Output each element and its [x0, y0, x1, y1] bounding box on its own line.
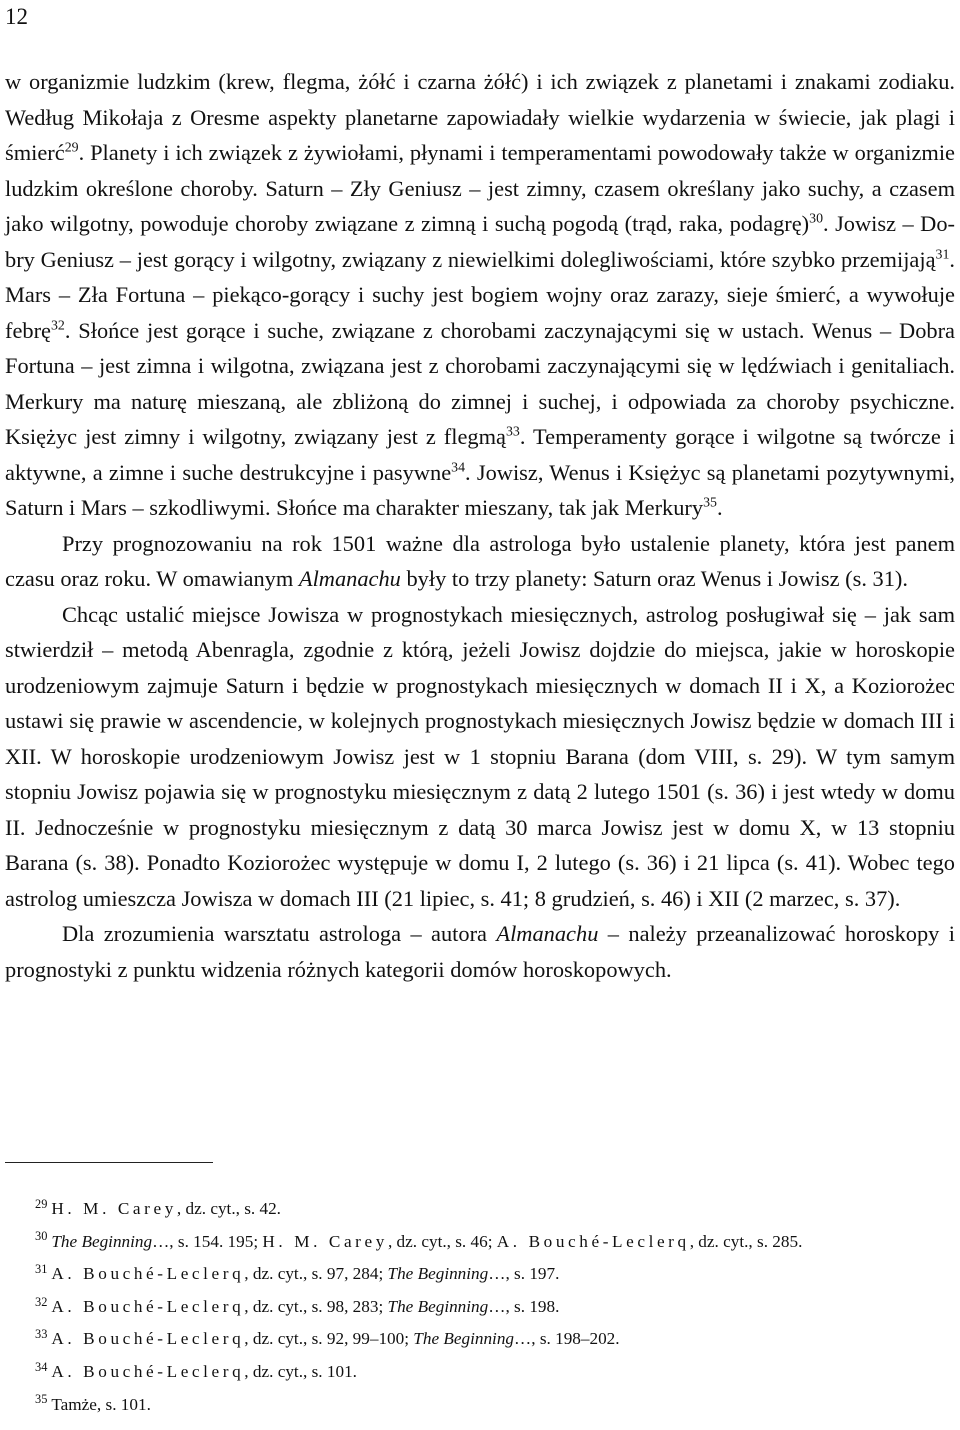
- text-run: Dla zrozumienia warsztatu astrologa – autora: [62, 921, 497, 946]
- text-run: . Jowisz – Dobry Geniusz – jest gorący i wilgotny, związany z niewielkimi dolegliwościami, które szybko przemijają: [5, 211, 955, 272]
- italic-title: The Beginning: [387, 1264, 489, 1284]
- footnote: [5, 1389, 955, 1422]
- italic-title: The Beginning: [387, 1296, 489, 1316]
- text-run: , dz. cyt., s. 42.: [176, 1199, 281, 1218]
- footnote-reference: 31: [935, 246, 950, 262]
- footnote-number: 29: [35, 1196, 48, 1211]
- text-run: – należy przeanalizować horoskopy i prognostyki z punktu widzenia różnych kategorii domów horoskopowych.: [5, 921, 955, 982]
- footnote-separator: [5, 1162, 213, 1163]
- footnote: [5, 1356, 955, 1389]
- text-run: w organizmie ludzkim (krew, flegma, żółć i czarna żółć) i ich związek z planetami i znakami zodiaku. Według Mikołaja z Oresme aspekty planetarne zapowiadały wielkie wydarzenia w świecie, jak plagi i śmierć: [5, 69, 955, 165]
- text-run: , dz. cyt., s. 98, 283;: [244, 1296, 388, 1316]
- italic-title: The Beginning: [51, 1231, 153, 1251]
- text-run: , dz. cyt., s. 92, 99–100;: [244, 1329, 414, 1349]
- text-run: .: [716, 495, 723, 520]
- footnote: [5, 1226, 955, 1259]
- author-name: A. Bouché-Leclerq: [51, 1264, 245, 1284]
- footnote-reference: 30: [809, 211, 824, 227]
- footnote-number: 33: [35, 1327, 48, 1342]
- text-run: , dz. cyt., s. 285.: [689, 1231, 803, 1251]
- italic-title: Almanachu: [496, 921, 599, 946]
- text-run: …, s. 198.: [488, 1296, 560, 1316]
- paragraph-2: [5, 526, 955, 597]
- body-text: [5, 64, 955, 987]
- footnote-reference: 34: [451, 459, 466, 475]
- footnote-number: 32: [35, 1294, 48, 1309]
- footnote-number: 31: [35, 1262, 48, 1276]
- footnote-number: 35: [35, 1392, 48, 1407]
- text-run: były to trzy planety: Saturn oraz Wenus i Jowisz (s. 31).: [400, 566, 908, 591]
- text-run: Tamże, s. 101.: [51, 1394, 151, 1414]
- author-name: A. Bouché-Leclerq: [51, 1329, 245, 1349]
- author-name: A. Bouché-Leclerq: [496, 1231, 690, 1251]
- footnote-reference: 35: [703, 495, 717, 511]
- text-run: , dz. cyt., s. 97, 284;: [244, 1264, 388, 1284]
- paragraph-3: [5, 597, 955, 917]
- text-run: Chcąc ustalić miejsce Jowisza w prognostykach miesięcznych, astrolog posługiwał się – jak sam stwierdził – metodą Abenragla, zgodnie z którą, jeżeli Jowisz dojdzie do miejsca, jakie w horoskopie urodzeniowym zajmuje Saturn i będzie w prognostykach miesięcznych w domach II i X, a Koziorożec ustawi się prawie w ascendencie, w kolejnych prognostykach miesięcznych Jowisz będzie w domach III i XII. W horoskopie urodzeniowym Jowisz jest w 1 stopniu Barana (dom VIII, s. 29). W tym samym stopniu Jowisz pojawia się w prognostyku miesięcznym z datą 2 lutego 1501 (s. 36) i jest wtedy w domu II. Jednocześnie w prognostyku miesięcznym z datą 30 marca Jowisz jest w domu X, w 13 stopniu Barana (s. 38). Ponadto Koziorożec występuje w domu I, 2 lutego (s. 36) i 21 lipca (s. 41). Wobec tego astrolog umieszcza Jowisza w domach III (21 lipiec, s. 41; 8 grudzień, s. 46) i XII (2 marzec, s. 37).: [5, 601, 955, 911]
- author-name: H. M. Carey: [262, 1231, 388, 1251]
- text-run: …, s. 154. 195;: [152, 1231, 263, 1251]
- text-run: . Jowisz, Wenus i Księżyc są planetami pozytywnymi, Saturn i Mars – szkodliwymi. Słońce ma charakter mieszany, tak jak Merkury: [5, 459, 956, 520]
- footnote: [5, 1291, 955, 1324]
- footnote-reference: 29: [64, 140, 79, 156]
- text-run: …, s. 197.: [488, 1264, 560, 1284]
- author-name: H. M. Carey: [51, 1199, 177, 1218]
- text-run: , dz. cyt., s. 46;: [387, 1231, 497, 1251]
- text-run: , dz. cyt., s. 101.: [244, 1361, 357, 1381]
- italic-title: The Beginning: [413, 1329, 515, 1349]
- paragraph-1: [5, 64, 955, 526]
- text-run: . Planety i ich związek z żywiołami, płynami i temperamentami powodowały także w organizmie ludzkim określone choroby. Saturn – Zły Geniusz – jest zimny, czasem określany jako suchy, a czasem jako wilgotny, powoduje choroby związane z zimną i suchą pogodą (trąd, raka, podagrę): [5, 140, 955, 236]
- author-name: A. Bouché-Leclerq: [51, 1296, 245, 1316]
- paragraph-4: [5, 916, 955, 987]
- footnote-number: 30: [35, 1229, 48, 1244]
- footnote-reference: 33: [505, 424, 520, 440]
- text-run: . Mars – Zła Fortuna – piekąco-gorący i suchy jest bogiem wojny oraz zarazy, sieje śmierć, a wywołuje febrę: [5, 246, 955, 343]
- text-run: . Słońce jest gorące i suche, związane z chorobami zaczynającymi się w ustach. Wenus – Dobra Fortuna – jest zimna i wilgotna, związana jest z chorobami zaczynającymi się w lędźwiach i genitaliach. Merkury ma naturę mieszaną, ale zbliżoną do zimnej i suchej, i odpowiada za choroby psychiczne. Księżyc jest zimny i wilgotny, związany jest z flegmą: [5, 317, 955, 449]
- text-run: …, s. 198–202.: [514, 1329, 620, 1349]
- text-run: Przy prognozowaniu na rok 1501 ważne dla astrologa było ustalenie planety, która jest panem czasu oraz roku. W omawianym: [5, 530, 955, 591]
- text-run: . Temperamenty gorące i wilgotne są twórcze i aktywne, a zimne i suche destrukcyjne i pasywne: [5, 424, 955, 485]
- italic-title: Almanachu: [298, 566, 401, 591]
- footnote: [5, 1323, 955, 1356]
- page-number: 12: [5, 4, 28, 29]
- footnote-number: 34: [35, 1359, 48, 1374]
- footnote: [5, 1193, 955, 1226]
- footnotes: [5, 1193, 955, 1421]
- author-name: A. Bouché-Leclerq: [51, 1361, 245, 1381]
- footnote: [5, 1258, 955, 1291]
- footnote-reference: 32: [50, 317, 65, 333]
